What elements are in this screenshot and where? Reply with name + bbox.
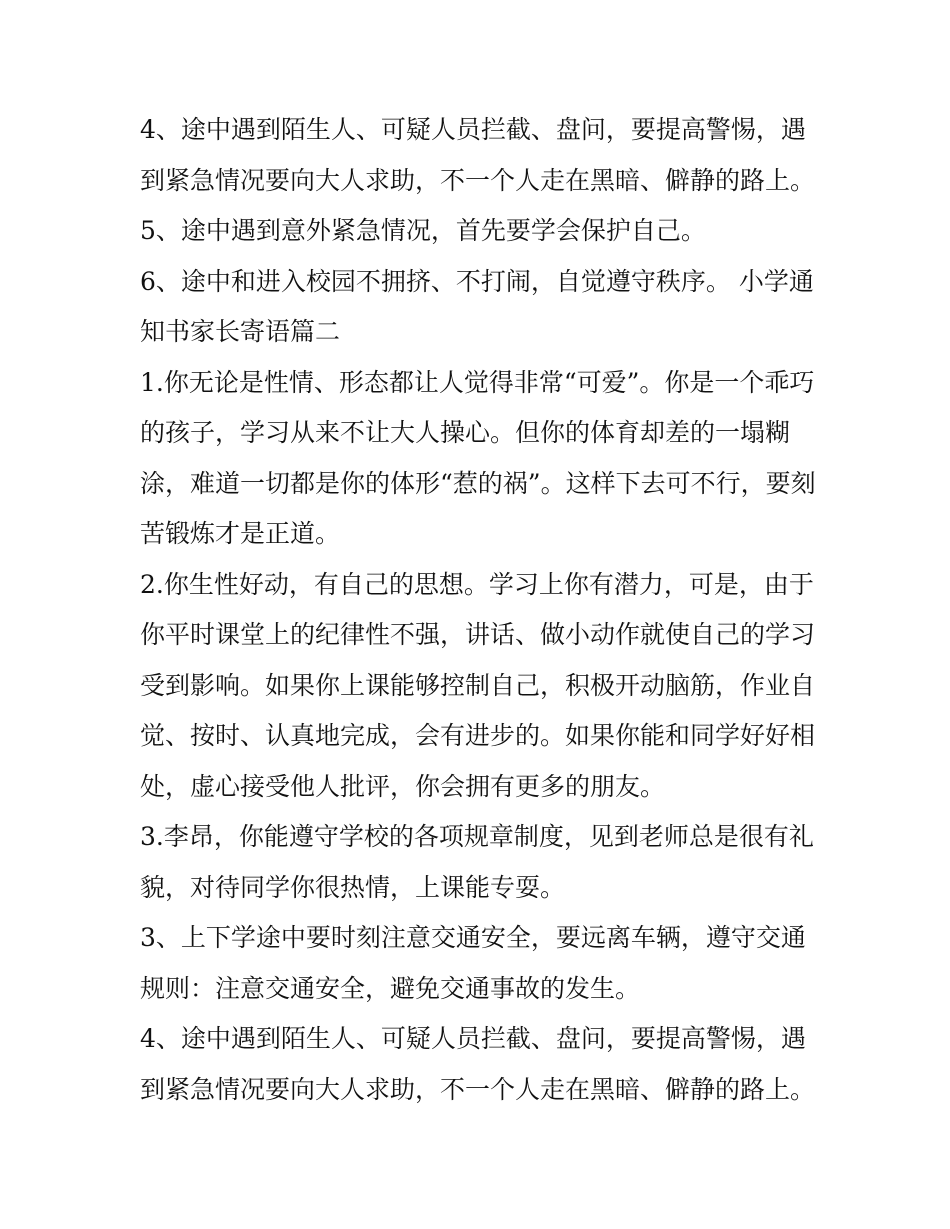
text-line: 你平时课堂上的纪律性不强，讲话、做小动作就使自己的学习 bbox=[140, 620, 816, 649]
text-line: 处，虚心接受他人批评，你会拥有更多的朋友。 bbox=[140, 771, 666, 801]
document-body bbox=[140, 105, 820, 1115]
text-line: 苦锻炼才是正道。 bbox=[140, 519, 341, 548]
text-line: 3.李昂，你能遵守学校的各项规章制度，见到老师总是很有礼 bbox=[140, 822, 814, 851]
text-line: 觉、按时、认真地完成，会有进步的。如果你能和同学好好相 bbox=[140, 721, 816, 750]
text-line: 受到影响。如果你上课能够控制自己，积极开动脑筋，作业自 bbox=[140, 670, 816, 700]
text-line: 2.你生性好动，有自己的思想。学习上你有潜力，可是，由于 bbox=[140, 569, 814, 599]
text-line: 貌，对待同学你很热情，上课能专耍。 bbox=[140, 872, 566, 902]
section-heading-line: 知书家长寄语篇二 bbox=[140, 317, 341, 346]
text-line: 4、途中遇到陌生人、可疑人员拦截、盘问，要提高警惕，遇 bbox=[140, 1024, 806, 1053]
text-line: 到紧急情况要向大人求助，不一个人走在黑暗、僻静的路上。 bbox=[140, 165, 816, 195]
text-line: 4、途中遇到陌生人、可疑人员拦截、盘问，要提高警惕，遇 bbox=[140, 115, 806, 144]
text-line: 的孩子，学习从来不让大人操心。但你的体育却差的一塌糊 bbox=[140, 418, 791, 447]
text-line: 规则：注意交通安全，避免交通事故的发生。 bbox=[140, 973, 641, 1003]
text-line: 1.你无论是性情、形态都让人觉得非常“可爱”。你是一个乖巧 bbox=[140, 367, 815, 397]
text-line: 到紧急情况要向大人求助，不一个人走在黑暗、僻静的路上。 bbox=[140, 1074, 816, 1104]
text-line: 5、途中遇到意外紧急情况，首先要学会保护自己。 bbox=[140, 216, 706, 245]
text-line: 3、上下学途中要时刻注意交通安全，要远离车辆，遵守交通 bbox=[140, 923, 806, 952]
text-line: 6、途中和进入校园不拥挤、不打闹，自觉遵守秩序。 小学通 bbox=[140, 266, 814, 296]
text-line: 涂，难道一切都是你的体形“惹的祸”。这样下去可不行，要刻 bbox=[140, 468, 816, 498]
